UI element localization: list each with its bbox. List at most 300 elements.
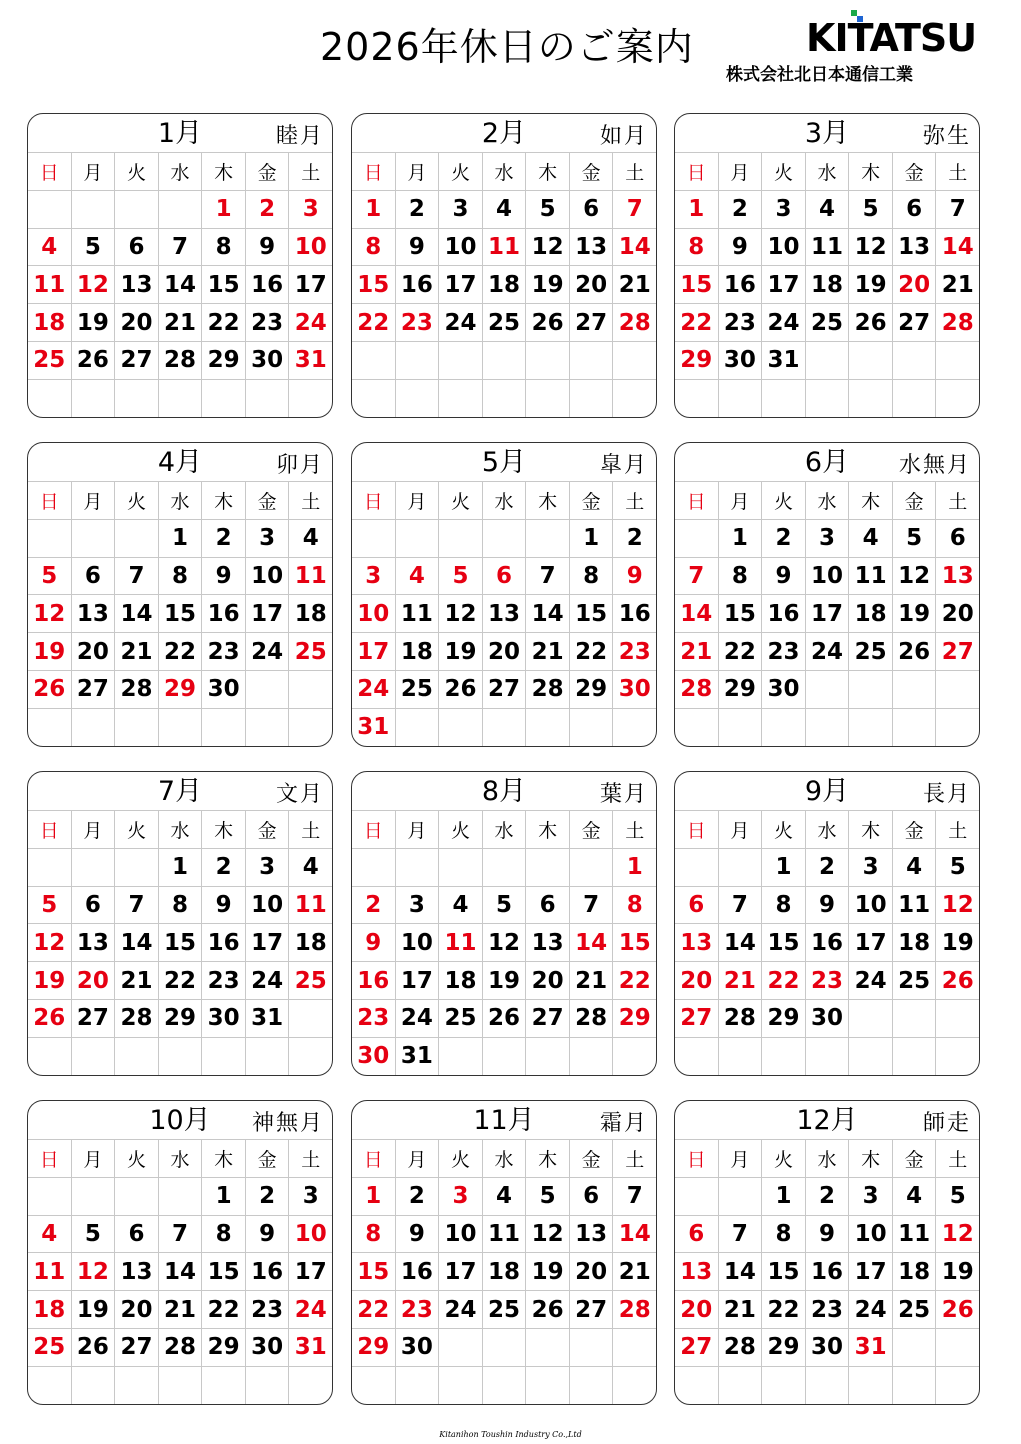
empty-cell (201, 1038, 245, 1075)
empty-cell (675, 709, 718, 746)
day-cell: 1 (761, 849, 805, 886)
day-cell: 28 (718, 1000, 762, 1037)
day-cell: 16 (245, 1253, 289, 1290)
day-cell: 25 (33, 347, 66, 374)
weekday-label: 火 (114, 482, 158, 519)
day-cell: 13 (114, 266, 158, 303)
empty-cell (525, 380, 569, 417)
week-row (352, 1252, 656, 1290)
empty-cell (569, 1329, 613, 1366)
day-cell: 10 (288, 1216, 332, 1253)
day-cell: 10 (848, 1216, 892, 1253)
week-row (28, 670, 332, 708)
day-cell: 26 (438, 671, 482, 708)
day-cell: 24 (848, 962, 892, 999)
weekday-label: 火 (761, 153, 805, 190)
day-cell: 5 (935, 849, 979, 886)
day-cell: 6 (688, 1220, 705, 1247)
month-calendar (351, 1100, 657, 1405)
empty-cell (158, 1038, 202, 1075)
empty-cell (675, 520, 718, 557)
day-cell: 21 (718, 1291, 762, 1328)
day-cell: 14 (718, 1253, 762, 1290)
month-traditional-name: 水無月 (898, 453, 971, 478)
empty-cell (482, 1367, 526, 1404)
weekday-header-row (352, 152, 656, 190)
day-cell: 18 (848, 595, 892, 632)
day-cell: 26 (482, 1000, 526, 1037)
day-cell: 12 (71, 266, 115, 303)
day-cell: 4 (482, 191, 526, 228)
day-cell: 25 (288, 962, 332, 999)
day-cell: 2 (761, 520, 805, 557)
month-label: 5月 (481, 447, 527, 478)
day-cell: 22 (761, 962, 805, 999)
weekday-label: 日 (686, 161, 706, 184)
week-row (28, 1366, 332, 1404)
day-cell: 26 (71, 1329, 115, 1366)
day-cell: 18 (482, 1253, 526, 1290)
empty-cell (569, 380, 613, 417)
day-cell: 14 (114, 595, 158, 632)
week-row (675, 886, 979, 924)
day-cell: 3 (848, 849, 892, 886)
day-cell: 17 (288, 1253, 332, 1290)
day-cell: 16 (761, 595, 805, 632)
day-cell: 14 (612, 1216, 656, 1253)
day-cell: 4 (892, 1178, 936, 1215)
weekday-label: 金 (569, 482, 613, 519)
empty-cell (352, 520, 395, 557)
empty-cell (288, 1038, 332, 1075)
day-cell: 30 (245, 342, 289, 379)
week-row (352, 886, 656, 924)
day-cell: 5 (525, 1178, 569, 1215)
weekday-label: 月 (395, 1140, 439, 1177)
day-cell: 22 (612, 962, 656, 999)
day-cell: 3 (761, 191, 805, 228)
day-cell: 17 (395, 962, 439, 999)
weekday-label: 日 (39, 1148, 59, 1171)
weekday-label: 木 (525, 153, 569, 190)
empty-cell (28, 1038, 71, 1075)
week-row (675, 557, 979, 595)
weekday-label: 金 (892, 1140, 936, 1177)
day-cell: 15 (357, 1258, 390, 1285)
day-cell: 16 (805, 1253, 849, 1290)
weekday-header-row (28, 481, 332, 519)
weekday-label: 土 (288, 811, 332, 848)
day-cell: 8 (201, 229, 245, 266)
day-cell: 21 (114, 633, 158, 670)
day-cell: 23 (612, 633, 656, 670)
month-days-grid (675, 810, 979, 1075)
week-row (28, 1328, 332, 1366)
empty-cell (288, 380, 332, 417)
day-cell: 24 (288, 304, 332, 341)
day-cell: 20 (680, 1296, 713, 1323)
empty-cell (158, 191, 202, 228)
week-row (28, 1037, 332, 1075)
day-cell: 12 (892, 558, 936, 595)
day-cell: 11 (33, 1258, 66, 1285)
empty-cell (805, 1038, 849, 1075)
empty-cell (158, 1178, 202, 1215)
month-label: 1月 (157, 118, 203, 149)
day-cell: 20 (114, 304, 158, 341)
week-row (28, 228, 332, 266)
day-cell: 24 (245, 633, 289, 670)
week-row (352, 303, 656, 341)
empty-cell (201, 1367, 245, 1404)
weekday-label: 火 (438, 482, 482, 519)
empty-cell (28, 1367, 71, 1404)
day-cell: 14 (525, 595, 569, 632)
day-cell: 11 (395, 595, 439, 632)
day-cell: 15 (718, 595, 762, 632)
empty-cell (158, 380, 202, 417)
empty-cell (892, 380, 936, 417)
month-traditional-name: 文月 (275, 782, 324, 807)
weekday-label: 日 (363, 819, 383, 842)
day-cell: 16 (718, 266, 762, 303)
week-row (28, 708, 332, 746)
day-cell: 6 (71, 558, 115, 595)
day-cell: 15 (680, 271, 713, 298)
day-cell: 19 (935, 924, 979, 961)
day-cell: 27 (71, 1000, 115, 1037)
day-cell: 17 (245, 595, 289, 632)
day-cell: 6 (935, 520, 979, 557)
month-traditional-name: 睦月 (275, 124, 324, 149)
empty-cell (114, 849, 158, 886)
empty-cell (675, 380, 718, 417)
day-cell: 30 (201, 1000, 245, 1037)
day-cell: 18 (288, 924, 332, 961)
day-cell: 13 (935, 558, 979, 595)
weekday-label: 金 (245, 482, 289, 519)
weekday-label: 木 (201, 811, 245, 848)
month-days-grid (352, 1139, 656, 1404)
day-cell: 30 (612, 671, 656, 708)
day-cell: 21 (680, 638, 713, 665)
weekday-label: 水 (158, 482, 202, 519)
month-title (675, 445, 979, 481)
day-cell: 18 (288, 595, 332, 632)
day-cell: 9 (201, 887, 245, 924)
day-cell: 22 (718, 633, 762, 670)
day-cell: 7 (718, 1216, 762, 1253)
day-cell: 16 (805, 924, 849, 961)
empty-cell (675, 1178, 718, 1215)
empty-cell (438, 1038, 482, 1075)
empty-cell (935, 342, 979, 379)
empty-cell (612, 1038, 656, 1075)
week-row (28, 594, 332, 632)
day-cell: 28 (114, 1000, 158, 1037)
week-row (352, 1328, 656, 1366)
week-row (28, 632, 332, 670)
day-cell: 24 (357, 676, 390, 703)
weekday-header-row (28, 152, 332, 190)
empty-cell (482, 709, 526, 746)
day-cell: 27 (71, 671, 115, 708)
day-cell: 3 (288, 191, 332, 228)
empty-cell (395, 709, 439, 746)
page-title: 2026年休日のご案内 (320, 25, 694, 69)
day-cell: 9 (201, 558, 245, 595)
day-cell: 22 (158, 633, 202, 670)
weekday-label: 土 (935, 482, 979, 519)
weekday-label: 土 (935, 1140, 979, 1177)
day-cell: 31 (357, 714, 390, 741)
day-cell: 29 (680, 347, 713, 374)
week-row (675, 632, 979, 670)
day-cell: 3 (438, 1178, 482, 1215)
empty-cell (28, 849, 71, 886)
empty-cell (158, 1367, 202, 1404)
day-cell: 11 (892, 1216, 936, 1253)
week-row (352, 1366, 656, 1404)
day-cell: 22 (761, 1291, 805, 1328)
day-cell: 18 (438, 962, 482, 999)
weekday-label: 土 (935, 153, 979, 190)
week-row (352, 1177, 656, 1215)
month-traditional-name: 師走 (922, 1111, 971, 1136)
weekday-header-row (352, 810, 656, 848)
empty-cell (848, 1367, 892, 1404)
weekday-label: 水 (158, 153, 202, 190)
day-cell: 1 (569, 520, 613, 557)
day-cell: 15 (201, 1253, 245, 1290)
week-row (675, 1366, 979, 1404)
weekday-label: 水 (482, 482, 526, 519)
month-days-grid (675, 152, 979, 417)
day-cell: 11 (33, 271, 66, 298)
weekday-label: 金 (892, 153, 936, 190)
company-name: 株式会社北日本通信工業 (726, 65, 913, 85)
day-cell: 7 (569, 887, 613, 924)
month-title (675, 774, 979, 810)
day-cell: 21 (158, 1291, 202, 1328)
day-cell: 14 (612, 229, 656, 266)
weekday-label: 日 (686, 490, 706, 513)
month-traditional-name: 霜月 (599, 1111, 648, 1136)
day-cell: 6 (482, 558, 526, 595)
day-cell: 6 (114, 1216, 158, 1253)
day-cell: 19 (892, 595, 936, 632)
weekday-label: 月 (71, 811, 115, 848)
week-row (28, 848, 332, 886)
month-calendar (351, 771, 657, 1076)
day-cell: 24 (438, 1291, 482, 1328)
empty-cell (482, 1038, 526, 1075)
week-row (675, 708, 979, 746)
day-cell: 30 (245, 1329, 289, 1366)
day-cell: 10 (245, 558, 289, 595)
empty-cell (352, 1367, 395, 1404)
weekday-label: 火 (114, 1140, 158, 1177)
week-row (675, 303, 979, 341)
empty-cell (352, 849, 395, 886)
day-cell: 23 (357, 1005, 390, 1032)
day-cell: 13 (482, 595, 526, 632)
empty-cell (28, 191, 71, 228)
weekday-label: 土 (612, 811, 656, 848)
empty-cell (848, 342, 892, 379)
week-row (675, 379, 979, 417)
day-cell: 1 (201, 1178, 245, 1215)
day-cell: 25 (482, 304, 526, 341)
empty-cell (848, 380, 892, 417)
day-cell: 18 (805, 266, 849, 303)
week-row (675, 1252, 979, 1290)
day-cell: 20 (71, 633, 115, 670)
empty-cell (438, 342, 482, 379)
weekday-label: 金 (892, 811, 936, 848)
empty-cell (201, 709, 245, 746)
day-cell: 21 (158, 304, 202, 341)
day-cell: 7 (688, 562, 705, 589)
weekday-label: 木 (525, 1140, 569, 1177)
day-cell: 27 (935, 633, 979, 670)
day-cell: 24 (288, 1291, 332, 1328)
day-cell: 10 (245, 887, 289, 924)
weekday-header-row (675, 481, 979, 519)
empty-cell (718, 849, 762, 886)
day-cell: 9 (612, 558, 656, 595)
week-row (352, 557, 656, 595)
empty-cell (848, 1038, 892, 1075)
day-cell: 15 (158, 924, 202, 961)
empty-cell (28, 1178, 71, 1215)
day-cell: 11 (482, 229, 526, 266)
day-cell: 15 (158, 595, 202, 632)
day-cell: 18 (33, 1296, 66, 1323)
day-cell: 6 (114, 229, 158, 266)
month-label: 6月 (804, 447, 850, 478)
week-row (675, 1328, 979, 1366)
weekday-label: 木 (848, 153, 892, 190)
empty-cell (438, 1367, 482, 1404)
day-cell: 2 (805, 1178, 849, 1215)
day-cell: 30 (761, 671, 805, 708)
day-cell: 19 (482, 962, 526, 999)
day-cell: 16 (245, 266, 289, 303)
month-traditional-name: 卯月 (275, 453, 324, 478)
day-cell: 8 (158, 558, 202, 595)
empty-cell (482, 520, 526, 557)
day-cell: 6 (569, 1178, 613, 1215)
week-row (675, 923, 979, 961)
day-cell: 2 (201, 849, 245, 886)
day-cell: 27 (114, 1329, 158, 1366)
empty-cell (935, 1038, 979, 1075)
empty-cell (935, 671, 979, 708)
day-cell: 11 (892, 887, 936, 924)
day-cell: 20 (569, 1253, 613, 1290)
day-cell: 7 (158, 1216, 202, 1253)
week-row (352, 190, 656, 228)
month-title (28, 445, 332, 481)
day-cell: 23 (805, 1291, 849, 1328)
day-cell: 31 (761, 342, 805, 379)
week-row (352, 670, 656, 708)
empty-cell (761, 380, 805, 417)
day-cell: 17 (288, 266, 332, 303)
weekday-label: 火 (438, 153, 482, 190)
weekday-label: 土 (288, 482, 332, 519)
day-cell: 9 (718, 229, 762, 266)
empty-cell (892, 1329, 936, 1366)
empty-cell (848, 671, 892, 708)
month-label: 11月 (473, 1105, 535, 1136)
empty-cell (718, 1367, 762, 1404)
day-cell: 3 (848, 1178, 892, 1215)
day-cell: 5 (71, 1216, 115, 1253)
week-row (352, 961, 656, 999)
day-cell: 5 (438, 558, 482, 595)
empty-cell (569, 709, 613, 746)
day-cell: 13 (892, 229, 936, 266)
day-cell: 1 (158, 849, 202, 886)
day-cell: 5 (482, 887, 526, 924)
day-cell: 22 (158, 962, 202, 999)
empty-cell (892, 671, 936, 708)
weekday-label: 火 (114, 811, 158, 848)
day-cell: 1 (688, 196, 705, 223)
day-cell: 21 (525, 633, 569, 670)
weekday-label: 日 (39, 490, 59, 513)
week-row (28, 999, 332, 1037)
day-cell: 23 (395, 304, 439, 341)
empty-cell (848, 709, 892, 746)
day-cell: 1 (718, 520, 762, 557)
day-cell: 27 (680, 1334, 713, 1361)
weekday-label: 木 (848, 811, 892, 848)
empty-cell (395, 1367, 439, 1404)
week-row (352, 1215, 656, 1253)
month-calendar (674, 113, 980, 418)
weekday-label: 月 (718, 153, 762, 190)
day-cell: 20 (114, 1291, 158, 1328)
day-cell: 9 (395, 1216, 439, 1253)
day-cell: 26 (935, 1291, 979, 1328)
day-cell: 7 (158, 229, 202, 266)
week-row (352, 519, 656, 557)
day-cell: 3 (805, 520, 849, 557)
day-cell: 6 (688, 891, 705, 918)
day-cell: 23 (718, 304, 762, 341)
empty-cell (675, 1367, 718, 1404)
empty-cell (612, 380, 656, 417)
day-cell: 31 (395, 1038, 439, 1075)
day-cell: 2 (245, 191, 289, 228)
weekday-label: 木 (525, 482, 569, 519)
day-cell: 4 (848, 520, 892, 557)
week-row (352, 999, 656, 1037)
day-cell: 19 (33, 967, 66, 994)
day-cell: 4 (482, 1178, 526, 1215)
week-row (675, 999, 979, 1037)
empty-cell (245, 1367, 289, 1404)
empty-cell (245, 709, 289, 746)
empty-cell (482, 1329, 526, 1366)
weekday-label: 土 (612, 1140, 656, 1177)
weekday-label: 火 (761, 811, 805, 848)
empty-cell (761, 709, 805, 746)
day-cell: 20 (680, 967, 713, 994)
